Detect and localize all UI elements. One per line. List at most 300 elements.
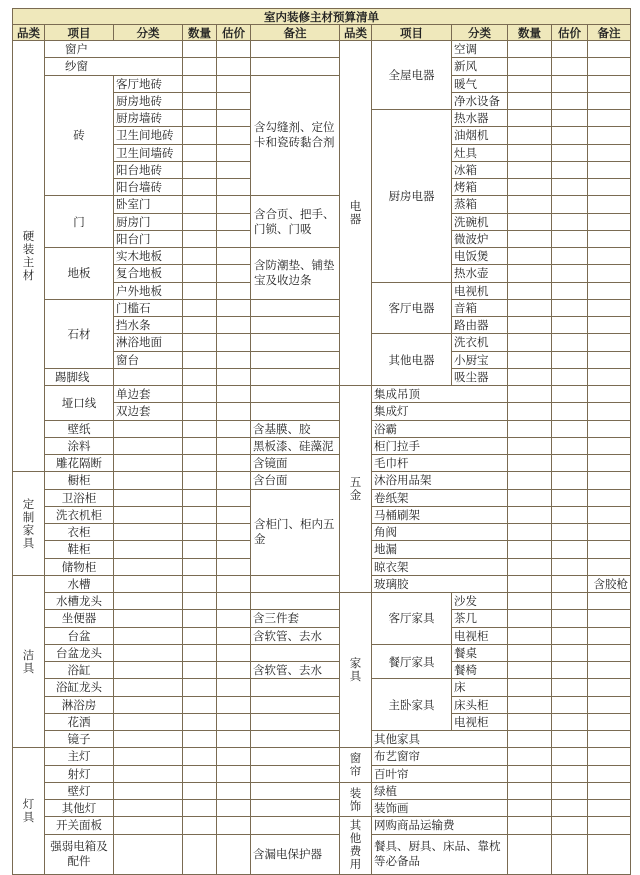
qty-cell[interactable] <box>183 455 217 472</box>
price-cell[interactable] <box>552 368 588 385</box>
qty-cell[interactable] <box>183 351 217 368</box>
note-cell[interactable] <box>588 644 631 661</box>
price-cell[interactable] <box>217 127 251 144</box>
qty-cell[interactable] <box>508 800 552 817</box>
note-cell[interactable] <box>251 765 340 782</box>
price-cell[interactable] <box>217 800 251 817</box>
qty-cell[interactable] <box>508 179 552 196</box>
note-cell[interactable] <box>251 58 340 75</box>
header-price: 估价 <box>217 25 251 41</box>
note-cell[interactable] <box>251 351 340 368</box>
note-toilet: 含三件套 <box>251 610 340 627</box>
price-cell[interactable] <box>217 558 251 575</box>
qty-cell[interactable] <box>183 75 217 92</box>
price-cell[interactable] <box>552 472 588 489</box>
category-lighting: 灯具 <box>13 748 45 874</box>
qty-cell[interactable] <box>183 472 217 489</box>
price-cell[interactable] <box>552 127 588 144</box>
note-glue: 含胶枪 <box>588 575 631 592</box>
note-cell[interactable] <box>588 403 631 420</box>
price-cell[interactable] <box>552 627 588 644</box>
price-cell[interactable] <box>217 179 251 196</box>
note-cell[interactable] <box>588 610 631 627</box>
category-hardware: 五金 <box>340 386 372 593</box>
item-bedroom-furniture: 主卧家具 <box>372 679 452 731</box>
qty-cell[interactable] <box>183 282 217 299</box>
qty-cell[interactable] <box>508 834 552 874</box>
qty-cell[interactable] <box>183 334 217 351</box>
item-tile: 砖 <box>45 75 114 196</box>
qty-cell[interactable] <box>183 299 217 316</box>
qty-cell[interactable] <box>183 765 217 782</box>
price-cell[interactable] <box>217 731 251 748</box>
note-cell[interactable] <box>588 782 631 799</box>
qty-cell[interactable] <box>183 196 217 213</box>
item-kitchen-appliance: 厨房电器 <box>372 110 452 283</box>
price-cell[interactable] <box>217 765 251 782</box>
price-cell[interactable] <box>552 541 588 558</box>
note-cell[interactable] <box>588 317 631 334</box>
price-cell[interactable] <box>552 58 588 75</box>
qty-cell[interactable] <box>508 575 552 592</box>
price-cell[interactable] <box>217 75 251 92</box>
qty-cell[interactable] <box>508 196 552 213</box>
note-cell[interactable] <box>588 299 631 316</box>
price-cell[interactable] <box>552 644 588 661</box>
note-cell[interactable] <box>588 179 631 196</box>
note-cell[interactable] <box>588 282 631 299</box>
note-cell[interactable] <box>588 524 631 541</box>
price-cell[interactable] <box>217 403 251 420</box>
price-cell[interactable] <box>552 334 588 351</box>
price-cell[interactable] <box>217 386 251 403</box>
header-qty: 数量 <box>183 25 217 41</box>
custom-item-5: 储物柜 <box>45 558 114 575</box>
price-cell[interactable] <box>552 317 588 334</box>
qty-cell[interactable] <box>183 144 217 161</box>
note-cell[interactable] <box>588 92 631 109</box>
sub-tile-0: 客厅地砖 <box>114 75 183 92</box>
sub-tile-6: 阳台墙砖 <box>114 179 183 196</box>
price-cell[interactable] <box>552 437 588 454</box>
sub-floor-0: 实木地板 <box>114 248 183 265</box>
note-cell[interactable] <box>251 368 340 385</box>
note-cell[interactable] <box>588 334 631 351</box>
note-cell[interactable] <box>251 679 340 696</box>
note-cell[interactable] <box>588 144 631 161</box>
qty-cell[interactable] <box>183 558 217 575</box>
qty-cell[interactable] <box>508 489 552 506</box>
qty-cell[interactable] <box>508 558 552 575</box>
sub-aircon: 空调 <box>452 41 508 58</box>
qty-cell[interactable] <box>508 593 552 610</box>
sub-kitchen-8: 电饭煲 <box>452 248 508 265</box>
qty-cell[interactable] <box>183 489 217 506</box>
qty-cell[interactable] <box>508 420 552 437</box>
item-living-appliance: 客厅电器 <box>372 282 452 334</box>
qty-cell[interactable] <box>508 213 552 230</box>
price-cell[interactable] <box>552 679 588 696</box>
sub-floor-1: 复合地板 <box>114 265 183 282</box>
price-cell[interactable] <box>217 472 251 489</box>
price-cell[interactable] <box>217 610 251 627</box>
qty-cell[interactable] <box>508 472 552 489</box>
note-cell[interactable] <box>251 386 340 403</box>
misc-item-1: 餐具、厨具、床品、靠枕等必备品 <box>372 834 508 874</box>
qty-cell[interactable] <box>508 765 552 782</box>
price-cell[interactable] <box>552 593 588 610</box>
price-cell[interactable] <box>217 144 251 161</box>
qty-cell[interactable] <box>183 230 217 247</box>
note-cell[interactable] <box>251 713 340 730</box>
hw-item-0: 集成吊顶 <box>372 386 508 403</box>
qty-cell[interactable] <box>183 644 217 661</box>
qty-cell[interactable] <box>508 403 552 420</box>
qty-cell[interactable] <box>508 127 552 144</box>
note-wallpaper: 含基膜、胶 <box>251 420 340 437</box>
hw-item-3: 柜门拉手 <box>372 437 508 454</box>
price-cell[interactable] <box>552 610 588 627</box>
note-cell[interactable] <box>588 368 631 385</box>
price-cell[interactable] <box>552 489 588 506</box>
note-cell[interactable] <box>588 765 631 782</box>
qty-cell[interactable] <box>183 610 217 627</box>
qty-cell[interactable] <box>508 161 552 178</box>
qty-cell[interactable] <box>183 593 217 610</box>
note-cell[interactable] <box>588 472 631 489</box>
note-cell[interactable] <box>588 265 631 282</box>
price-cell[interactable] <box>217 92 251 109</box>
price-cell[interactable] <box>552 420 588 437</box>
price-cell[interactable] <box>217 541 251 558</box>
qty-cell[interactable] <box>183 782 217 799</box>
qty-cell[interactable] <box>183 713 217 730</box>
price-cell[interactable] <box>217 265 251 282</box>
qty-cell[interactable] <box>183 403 217 420</box>
price-cell[interactable] <box>217 282 251 299</box>
note-cell[interactable] <box>251 782 340 799</box>
qty-cell[interactable] <box>508 731 552 748</box>
qty-cell[interactable] <box>508 782 552 799</box>
note-cell[interactable] <box>588 437 631 454</box>
note-cell[interactable] <box>588 662 631 679</box>
qty-cell[interactable] <box>183 834 217 874</box>
qty-cell[interactable] <box>508 713 552 730</box>
price-cell[interactable] <box>217 455 251 472</box>
price-cell[interactable] <box>217 627 251 644</box>
qty-cell[interactable] <box>508 92 552 109</box>
sub-water-purifier: 净水设备 <box>452 92 508 109</box>
qty-cell[interactable] <box>508 644 552 661</box>
qty-cell[interactable] <box>508 748 552 765</box>
price-cell[interactable] <box>552 386 588 403</box>
price-cell[interactable] <box>552 575 588 592</box>
note-tile: 含勾缝剂、定位卡和瓷砖黏合剂 <box>251 75 340 196</box>
empty-cell <box>114 368 183 385</box>
note-cell[interactable] <box>588 196 631 213</box>
price-cell[interactable] <box>552 713 588 730</box>
header-item-right: 项目 <box>372 25 452 41</box>
note-cell[interactable] <box>588 386 631 403</box>
note-cell[interactable] <box>588 161 631 178</box>
note-cell[interactable] <box>251 403 340 420</box>
price-cell[interactable] <box>552 506 588 523</box>
qty-cell[interactable] <box>183 437 217 454</box>
price-cell[interactable] <box>552 731 588 748</box>
price-cell[interactable] <box>217 593 251 610</box>
price-cell[interactable] <box>217 782 251 799</box>
note-cell[interactable] <box>588 541 631 558</box>
qty-cell[interactable] <box>183 213 217 230</box>
price-cell[interactable] <box>552 748 588 765</box>
qty-cell[interactable] <box>508 524 552 541</box>
header-row <box>13 25 631 41</box>
price-cell[interactable] <box>552 265 588 282</box>
qty-cell[interactable] <box>508 144 552 161</box>
note-cell[interactable] <box>588 731 631 748</box>
qty-cell[interactable] <box>508 610 552 627</box>
empty-cell <box>114 644 183 661</box>
note-cell[interactable] <box>251 748 340 765</box>
price-cell[interactable] <box>552 403 588 420</box>
price-cell[interactable] <box>217 196 251 213</box>
price-cell[interactable] <box>217 679 251 696</box>
qty-cell[interactable] <box>183 179 217 196</box>
qty-cell[interactable] <box>183 92 217 109</box>
category-sanitary: 洁具 <box>13 575 45 748</box>
qty-cell[interactable] <box>183 748 217 765</box>
note-cell[interactable] <box>588 230 631 247</box>
sub-bedroom-1: 床头柜 <box>452 696 508 713</box>
price-cell[interactable] <box>217 644 251 661</box>
empty-cell <box>114 575 183 592</box>
qty-cell[interactable] <box>508 334 552 351</box>
sub-kitchen-3: 冰箱 <box>452 161 508 178</box>
price-cell[interactable] <box>217 334 251 351</box>
note-cell[interactable] <box>251 817 340 834</box>
price-cell[interactable] <box>552 662 588 679</box>
qty-cell[interactable] <box>508 351 552 368</box>
price-cell[interactable] <box>217 489 251 506</box>
price-cell[interactable] <box>217 248 251 265</box>
qty-cell[interactable] <box>508 41 552 58</box>
qty-cell[interactable] <box>183 679 217 696</box>
light-item-0: 主灯 <box>45 748 114 765</box>
note-cell[interactable] <box>588 679 631 696</box>
price-cell[interactable] <box>552 299 588 316</box>
price-cell[interactable] <box>217 368 251 385</box>
price-cell[interactable] <box>217 213 251 230</box>
price-cell[interactable] <box>552 161 588 178</box>
note-cell[interactable] <box>251 575 340 592</box>
qty-cell[interactable] <box>508 368 552 385</box>
note-cell[interactable] <box>588 800 631 817</box>
note-cell[interactable] <box>251 731 340 748</box>
qty-cell[interactable] <box>508 817 552 834</box>
price-cell[interactable] <box>217 834 251 874</box>
note-cell[interactable] <box>588 489 631 506</box>
qty-cell[interactable] <box>183 731 217 748</box>
qty-cell[interactable] <box>508 110 552 127</box>
price-cell[interactable] <box>552 834 588 874</box>
price-cell[interactable] <box>217 110 251 127</box>
note-cell[interactable] <box>588 506 631 523</box>
price-cell[interactable] <box>217 817 251 834</box>
qty-cell[interactable] <box>508 541 552 558</box>
qty-cell[interactable] <box>183 662 217 679</box>
qty-cell[interactable] <box>183 265 217 282</box>
qty-cell[interactable] <box>508 75 552 92</box>
note-cell[interactable] <box>588 455 631 472</box>
price-cell[interactable] <box>552 524 588 541</box>
qty-cell[interactable] <box>508 696 552 713</box>
qty-cell[interactable] <box>508 627 552 644</box>
note-cell[interactable] <box>588 834 631 874</box>
qty-cell[interactable] <box>183 800 217 817</box>
hw-item-8: 角阀 <box>372 524 508 541</box>
price-cell[interactable] <box>217 161 251 178</box>
price-cell[interactable] <box>217 696 251 713</box>
price-cell[interactable] <box>552 455 588 472</box>
note-cell[interactable] <box>251 317 340 334</box>
price-cell[interactable] <box>552 179 588 196</box>
note-cell[interactable] <box>588 75 631 92</box>
category-furniture: 家具 <box>340 593 372 748</box>
qty-cell[interactable] <box>508 58 552 75</box>
note-cell[interactable] <box>251 800 340 817</box>
note-cell[interactable] <box>588 817 631 834</box>
qty-cell[interactable] <box>508 455 552 472</box>
sub-kitchen-9: 热水壶 <box>452 265 508 282</box>
price-cell[interactable] <box>552 110 588 127</box>
qty-cell[interactable] <box>508 248 552 265</box>
note-cell[interactable] <box>588 248 631 265</box>
sub-trim-0: 单边套 <box>114 386 183 403</box>
price-cell[interactable] <box>552 351 588 368</box>
hw-item-9: 地漏 <box>372 541 508 558</box>
qty-cell[interactable] <box>183 41 217 58</box>
qty-cell[interactable] <box>183 627 217 644</box>
price-cell[interactable] <box>552 213 588 230</box>
price-cell[interactable] <box>552 696 588 713</box>
qty-cell[interactable] <box>183 575 217 592</box>
price-cell[interactable] <box>552 558 588 575</box>
price-cell[interactable] <box>217 506 251 523</box>
note-cell[interactable] <box>588 41 631 58</box>
price-cell[interactable] <box>552 196 588 213</box>
qty-cell[interactable] <box>183 110 217 127</box>
price-cell[interactable] <box>217 420 251 437</box>
note-cell[interactable] <box>588 213 631 230</box>
qty-cell[interactable] <box>183 386 217 403</box>
note-cell[interactable] <box>588 627 631 644</box>
qty-cell[interactable] <box>508 299 552 316</box>
qty-cell[interactable] <box>183 161 217 178</box>
price-cell[interactable] <box>552 144 588 161</box>
qty-cell[interactable] <box>508 386 552 403</box>
price-cell[interactable] <box>217 575 251 592</box>
qty-cell[interactable] <box>183 317 217 334</box>
price-cell[interactable] <box>552 75 588 92</box>
note-cell[interactable] <box>251 41 340 58</box>
qty-cell[interactable] <box>183 58 217 75</box>
price-cell[interactable] <box>217 41 251 58</box>
price-cell[interactable] <box>552 41 588 58</box>
price-cell[interactable] <box>217 299 251 316</box>
price-cell[interactable] <box>552 92 588 109</box>
note-cell[interactable] <box>251 696 340 713</box>
price-cell[interactable] <box>552 817 588 834</box>
price-cell[interactable] <box>552 765 588 782</box>
note-cell[interactable] <box>588 127 631 144</box>
san-item-3: 台盆 <box>45 627 114 644</box>
note-cell[interactable] <box>588 110 631 127</box>
note-cell[interactable] <box>588 351 631 368</box>
qty-cell[interactable] <box>183 420 217 437</box>
note-cell[interactable] <box>251 299 340 316</box>
qty-cell[interactable] <box>183 696 217 713</box>
qty-cell[interactable] <box>508 265 552 282</box>
qty-cell[interactable] <box>183 541 217 558</box>
hw-item-10: 晾衣架 <box>372 558 508 575</box>
price-cell[interactable] <box>552 782 588 799</box>
note-cell[interactable] <box>588 558 631 575</box>
price-cell[interactable] <box>217 662 251 679</box>
note-box: 含漏电保护器 <box>251 834 340 874</box>
price-cell[interactable] <box>552 800 588 817</box>
qty-cell[interactable] <box>508 437 552 454</box>
qty-cell[interactable] <box>508 282 552 299</box>
qty-cell[interactable] <box>508 317 552 334</box>
qty-cell[interactable] <box>508 230 552 247</box>
qty-cell[interactable] <box>183 368 217 385</box>
price-cell[interactable] <box>552 248 588 265</box>
price-cell[interactable] <box>217 230 251 247</box>
qty-cell[interactable] <box>183 524 217 541</box>
qty-cell[interactable] <box>183 817 217 834</box>
sub-stone-2: 淋浴地面 <box>114 334 183 351</box>
price-cell[interactable] <box>217 524 251 541</box>
price-cell[interactable] <box>217 748 251 765</box>
note-cell[interactable] <box>588 593 631 610</box>
price-cell[interactable] <box>552 282 588 299</box>
san-item-1: 水槽龙头 <box>45 593 114 610</box>
qty-cell[interactable] <box>183 127 217 144</box>
note-cell[interactable] <box>588 713 631 730</box>
price-cell[interactable] <box>552 230 588 247</box>
price-cell[interactable] <box>217 58 251 75</box>
price-cell[interactable] <box>217 437 251 454</box>
note-cell[interactable] <box>588 748 631 765</box>
qty-cell[interactable] <box>508 662 552 679</box>
san-item-4: 台盆龙头 <box>45 644 114 661</box>
qty-cell[interactable] <box>183 248 217 265</box>
price-cell[interactable] <box>217 351 251 368</box>
note-cell[interactable] <box>251 593 340 610</box>
price-cell[interactable] <box>217 713 251 730</box>
custom-item-3: 衣柜 <box>45 524 114 541</box>
qty-cell[interactable] <box>508 679 552 696</box>
qty-cell[interactable] <box>183 506 217 523</box>
note-cell[interactable] <box>588 58 631 75</box>
price-cell[interactable] <box>217 317 251 334</box>
note-cell[interactable] <box>588 696 631 713</box>
note-cell[interactable] <box>588 420 631 437</box>
note-cell[interactable] <box>251 644 340 661</box>
sub-tile-1: 厨房地砖 <box>114 92 183 109</box>
qty-cell[interactable] <box>508 506 552 523</box>
note-cell[interactable] <box>251 334 340 351</box>
